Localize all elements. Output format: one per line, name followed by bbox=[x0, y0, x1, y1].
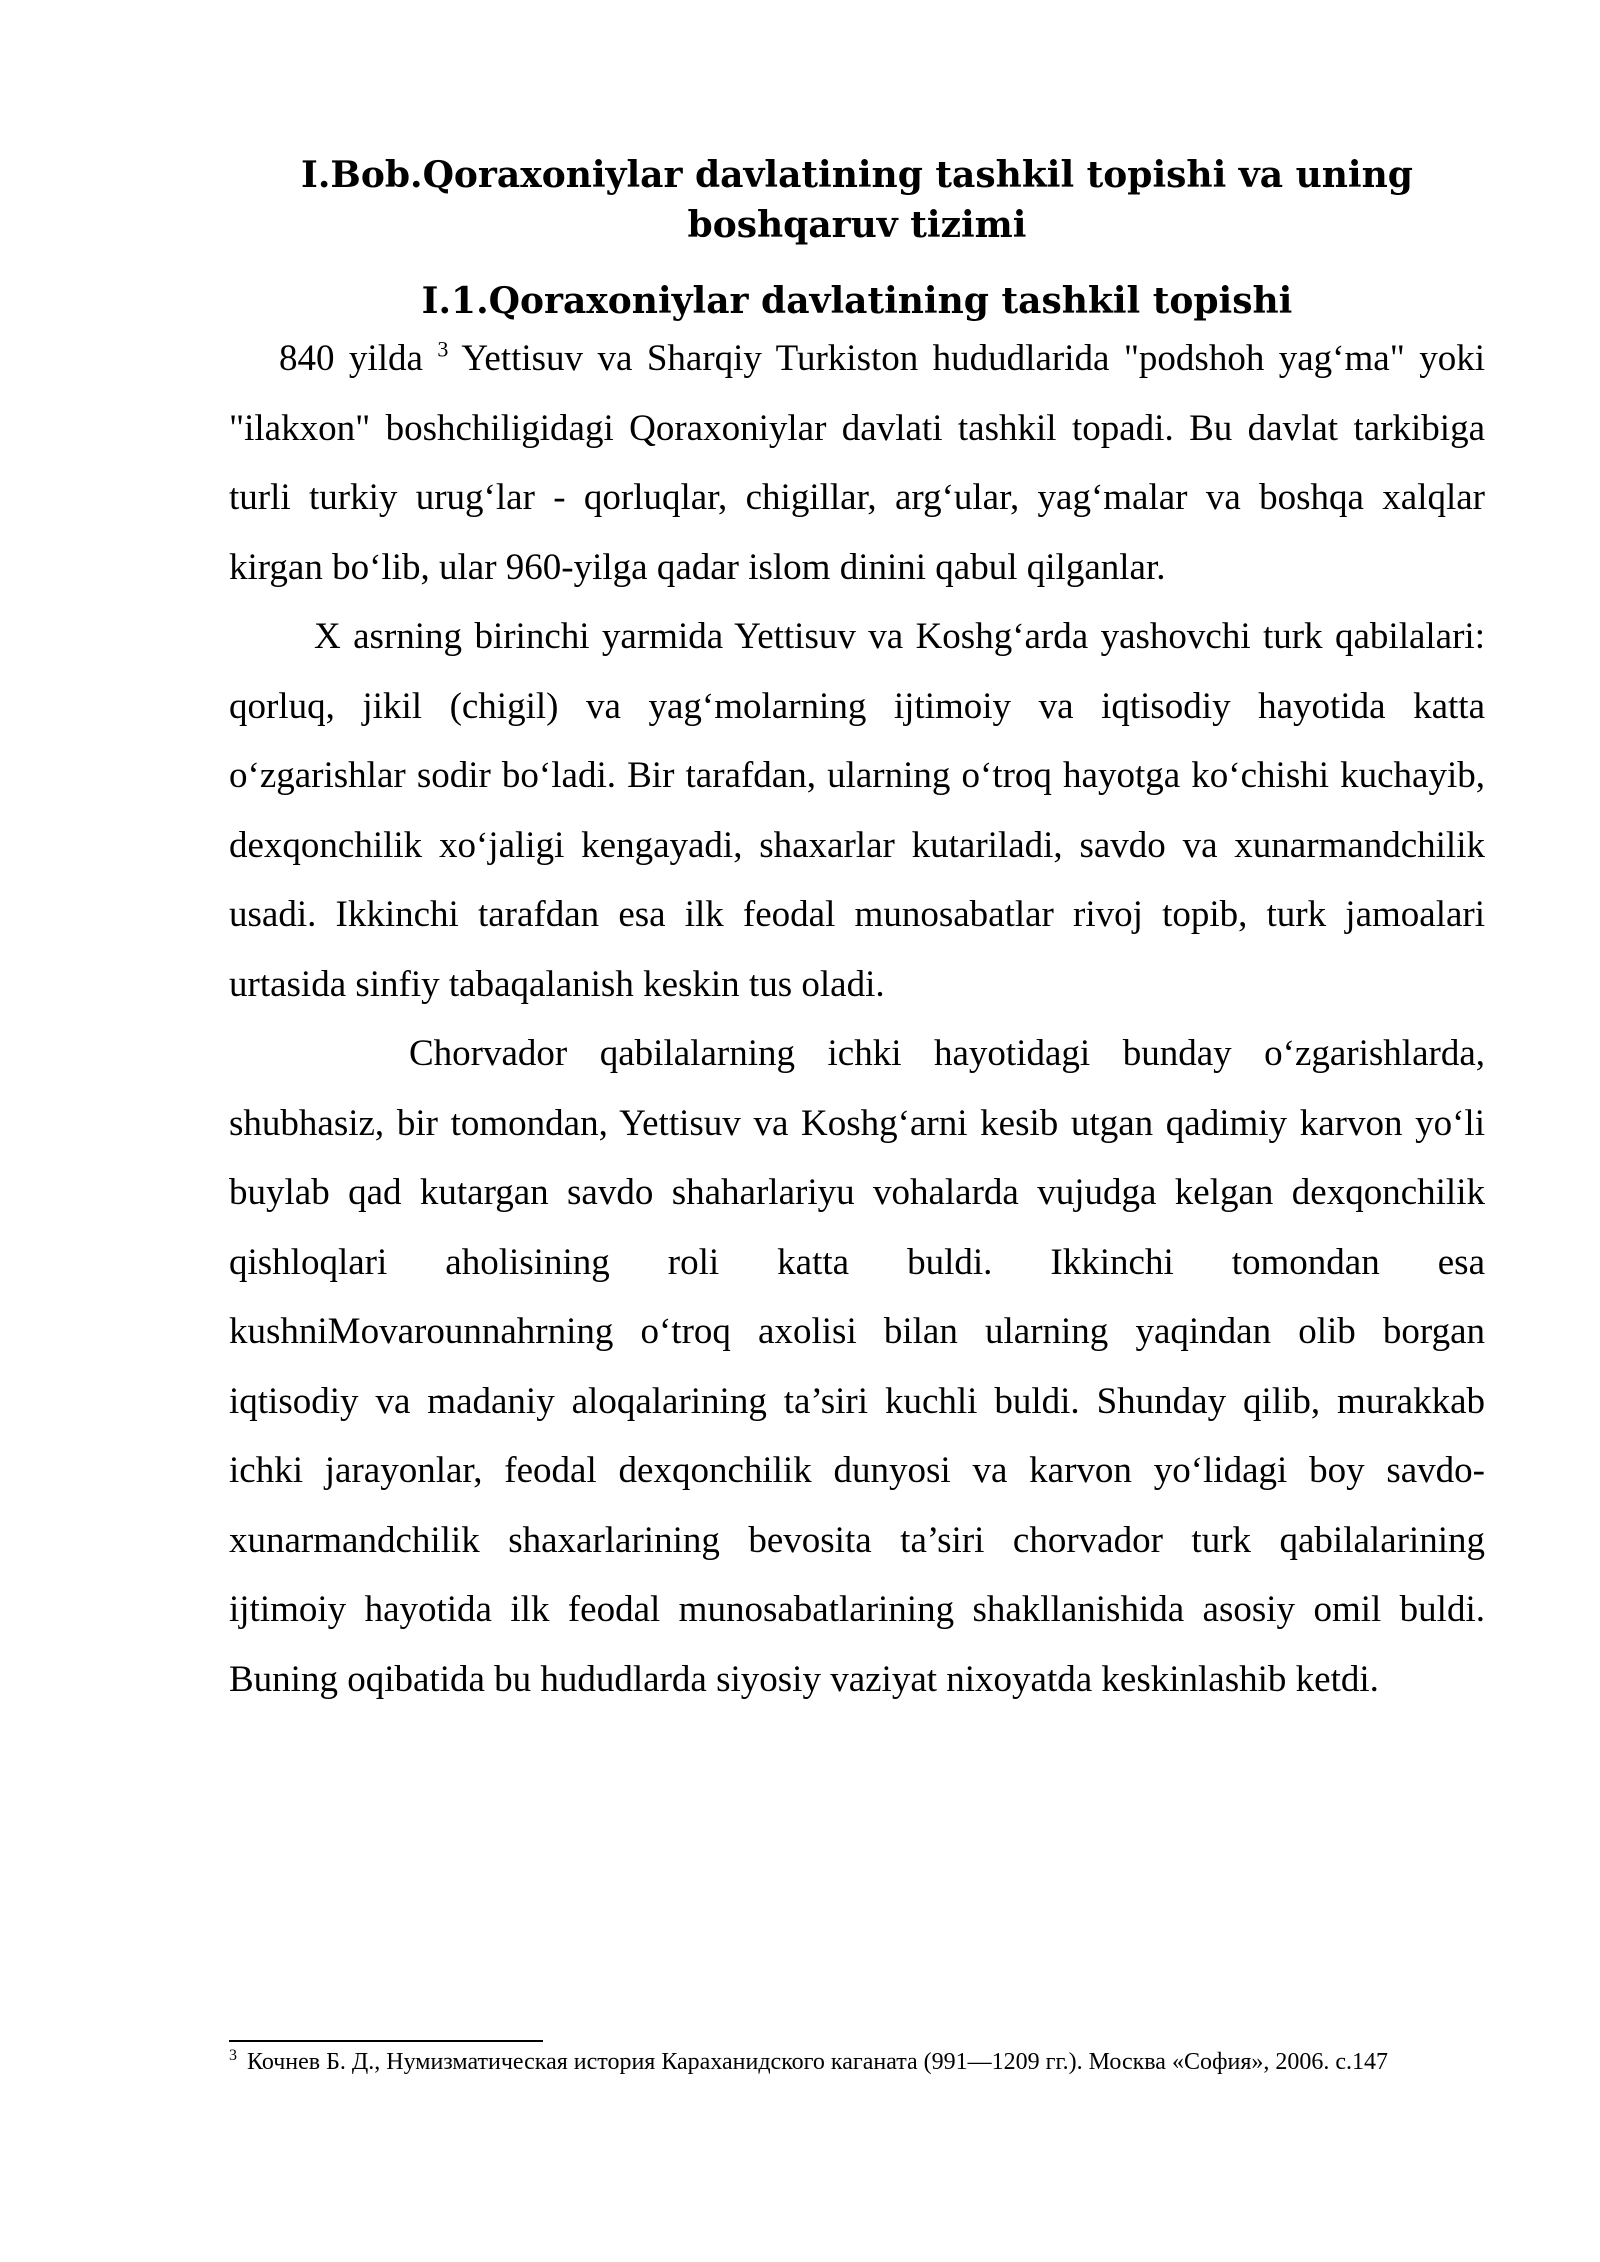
footnote-number: 3 bbox=[229, 2047, 237, 2064]
paragraph-1 bbox=[229, 324, 1485, 602]
body-text bbox=[229, 324, 1485, 1714]
footnote bbox=[229, 2046, 1485, 2078]
paragraph-2: X asrning birinchi yarmida Yettisuv va Koshg‘arda yashovchi turk qabilalari: qorluq, jikil (chigil) va yag‘molarning ijtimoiy va iqtisodiy hayotida katta o‘zgarishlar sodir bo‘ladi. Bir tarafdan, ularning o‘troq hayotga ko‘chishi kuchayib, dexqonchilik xo‘jaligi kengayadi, shaxarlar kutariladi, savdo va xunarmandchilik usadi. Ikkinchi tarafdan esa ilk feodal munosabatlar rivoj topib, turk jamoalari urtasida sinfiy tabaqalanish keskin tus oladi. bbox=[229, 616, 1485, 1005]
footnote-text: Кочнев Б. Д., Нумизматическая история Караханидского каганата (991—1209 гг.). Москва «София», 2006. с.147 bbox=[247, 2049, 1389, 2075]
footnote-reference: 3 bbox=[437, 336, 449, 362]
paragraph-3: Chorvador qabilalarning ichki hayotidagi bunday o‘zgarishlarda, shubhasiz, bir tomondan, Yettisuv va Koshg‘arni kesib utgan qadimiy karvon yo‘li buylab qad kutargan savdo shaharlariyu vohalarda vujudga kelgan dexqonchilik qishloqlari aholisining roli katta buldi. Ikkinchi tomondan esa kushniMovarounnahrning o‘troq axolisi bilan ularning yaqindan olib borgan iqtisodiy va madaniy aloqalarining ta’siri kuchli buldi. Shunday qilib, murakkab ichki jarayonlar, feodal dexqonchilik dunyosi va karvon yo‘lidagi boy savdo-xunarmandchilik shaxarlarining bevosita ta’siri chorvador turk qabilalarining ijtimoiy hayotida ilk feodal munosabatlarining shakllanishida asosiy omil buldi. Buning oqibatida bu hududlarda siyosiy vaziyat nixoyatda keskinlashib ketdi. bbox=[229, 1033, 1485, 1700]
paragraph-1-start: 840 yilda bbox=[279, 338, 438, 379]
chapter-title: I.Bob.Qoraxoniylar davlatining tashkil topishi va uning boshqaruv tizimi bbox=[301, 154, 1413, 246]
footnote-separator bbox=[229, 2040, 543, 2042]
paragraph-1-rest: Yettisuv va Sharqiy Turkiston hududlarida "podshoh yag‘ma" yoki "ilakxon" boshchiligidagi Qoraxoniylar davlati tashkil topadi. Bu davlat tarkibiga turli turkiy urug‘lar - qorluqlar, chigillar, arg‘ular, yag‘malar va boshqa xalqlar kirgan bo‘lib, ular 960-yilga qadar islom dinini qabul qilganlar. bbox=[229, 338, 1485, 588]
section-title: I.1.Qoraxoniylar davlatining tashkil topishi bbox=[421, 280, 1293, 322]
